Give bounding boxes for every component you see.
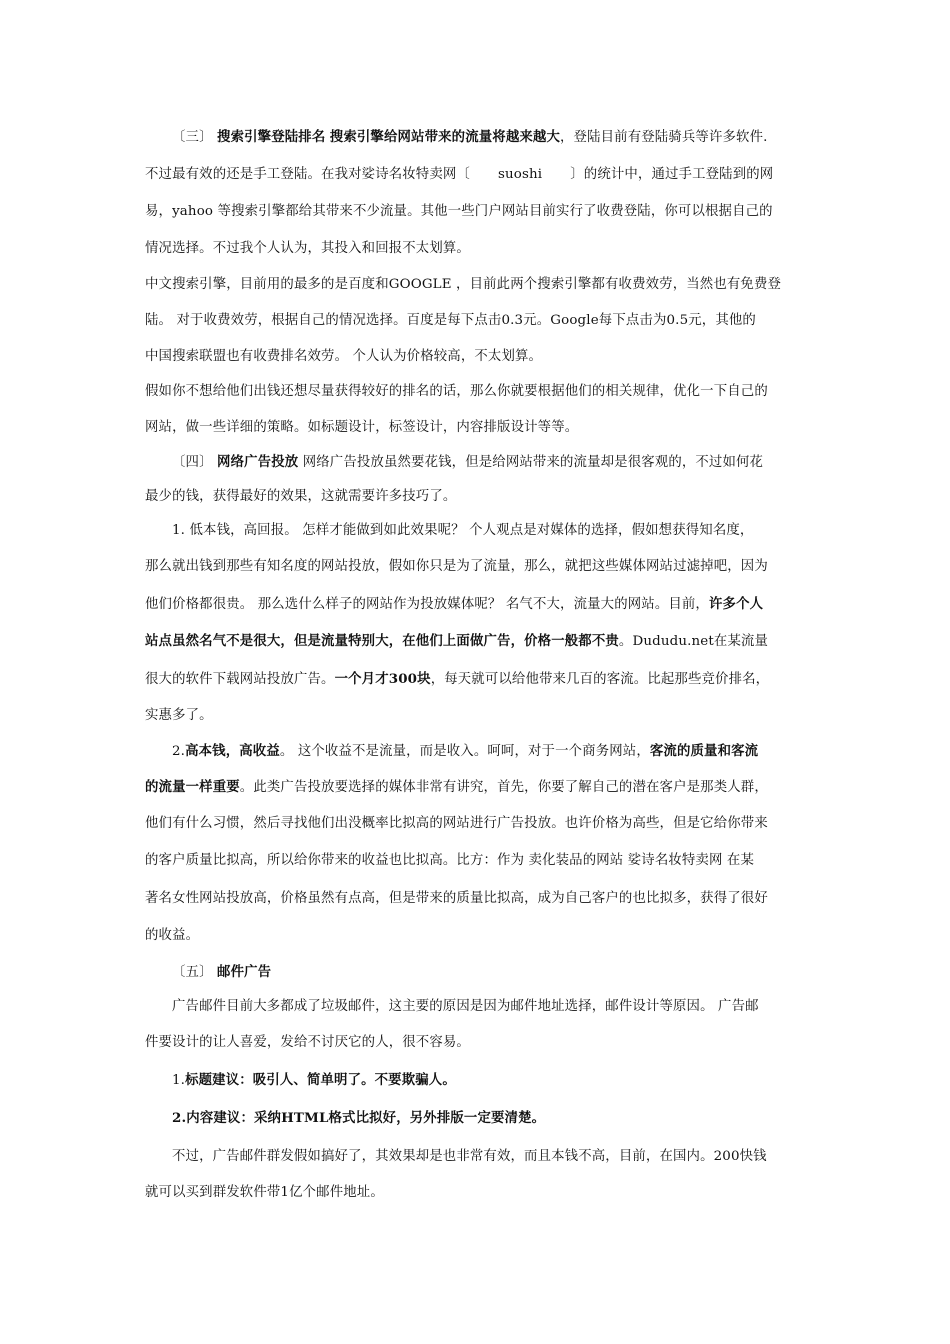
section3-lead-bold: 搜索引擎给网站带来的流量将越来越大	[329, 129, 560, 145]
section3-line-9: 网站，做一些详细的策略。如标题设计，标签设计，内容排版设计等等。	[145, 420, 579, 435]
item2-line-3: 他们有什么习惯，然后寻找他们出没概率比拟高的网站进行广告投放。也许价格为高些，但是它给你带来	[145, 816, 768, 831]
item1-line-6: 实惠多了。	[145, 708, 213, 723]
tip-1-text: 标题建议：吸引人、简单明了。不要欺骗人。	[185, 1072, 456, 1088]
section5-title: 邮件广告	[217, 964, 272, 980]
section4-heading-line	[172, 452, 763, 473]
item2-number: 2.	[172, 744, 186, 759]
section3-line-2	[145, 165, 773, 185]
section5-line-3: 不过，广告邮件群发假如搞好了，其效果却是也非常有效，而且本钱不高，目前，在国内。200快钱	[172, 1149, 767, 1164]
item2-line-2-rest: 。此类广告投放要选择的媒体非常有讲究，首先，你要了解自己的潜在客户是那类人群，	[239, 780, 768, 795]
section3-line-5: 中文搜索引擎，目前用的最多的是百度和GOOGLE ，目前此两个搜索引擎都有收费效劳，当然也有免费登	[145, 277, 782, 292]
item2-line-4: 的客户质量比拟高，所以给你带来的收益也比拟高。比方：作为 卖化装品的网站 娑诗名妆特卖网 在某	[145, 853, 755, 868]
section3-title: 搜索引擎登陆排名	[217, 129, 326, 145]
item1-line-5	[145, 669, 769, 690]
section3-line-3: 易，yahoo 等搜索引擎都给其带来不少流量。其他一些门户网站目前实行了收费登陆，你可以根据自己的	[145, 204, 773, 219]
item2-line-2-bold: 的流量一样重要	[145, 779, 240, 795]
section4-line-2: 最少的钱，获得最好的效果，这就需要许多技巧了。	[145, 489, 457, 504]
item2-title: 高本钱，高收益	[185, 743, 280, 759]
section5-line-2: 件要设计的让人喜爱，发给不讨厌它的人，很不容易。	[145, 1035, 470, 1050]
section5-tip-1	[172, 1070, 456, 1091]
section3-line-2a: 不过最有效的还是手工登陆。在我对娑诗名妆特卖网〔	[145, 167, 470, 182]
tip-2-text: 2.内容建议：采纳HTML格式比拟好，另外排版一定要清楚。	[172, 1110, 546, 1126]
item2-line-1-mid: 。 这个收益不是流量，而是收入。呵呵，对于一个商务网站，	[279, 744, 650, 759]
item1-line-2: 那么就出钱到那些有知名度的网站投放，假如你只是为了流量，那么，就把这些媒体网站过滤掉吧，因为	[145, 559, 768, 574]
section3-line-7: 中国搜索联盟也有收费排名效劳。 个人认为价格较高，不太划算。	[145, 349, 543, 364]
item1-line-4	[145, 631, 768, 652]
item2-line-1	[172, 741, 758, 762]
item1-line-5a: 很大的软件下载网站投放广告。	[145, 672, 335, 687]
section3-line-4: 情况选择。不过我个人认为，其投入和回报不太划算。	[145, 241, 470, 256]
section3-lead-rest: ，登陆目前有登陆骑兵等许多软件.	[560, 130, 768, 145]
section3-site-name: suoshi	[497, 167, 543, 182]
section5-line-1: 广告邮件目前大多都成了垃圾邮件，这主要的原因是因为邮件地址选择，邮件设计等原因。 广告邮	[172, 999, 759, 1014]
item1-line-3-bold: 许多个人	[708, 596, 764, 612]
section5-heading-line	[172, 962, 271, 983]
item1-line-3a: 他们价格都很贵。 那么选什么样子的网站作为投放媒体呢？ 名气不大，流量大的网站。目前，	[145, 597, 709, 612]
section3-line-2b: 〕的统计中，通过手工登陆到的网	[570, 167, 774, 182]
section4-title: 网络广告投放	[217, 454, 299, 470]
item1-line-3	[145, 594, 763, 615]
item2-line-2	[145, 777, 768, 798]
section3-heading-line	[172, 127, 768, 148]
section3-line-8: 假如你不想给他们出钱还想尽量获得较好的排名的话，那么你就要根据他们的相关规律，优化一下自己的	[145, 384, 768, 399]
item1-line-1: 1. 低本钱，高回报。 怎样才能做到如此效果呢？ 个人观点是对媒体的选择，假如想获得知名度，	[172, 523, 754, 538]
item1-line-5-rest: ，每天就可以给他带来几百的客流。比起那些竞价排名，	[430, 672, 770, 687]
item2-line-1-bold2: 客流的质量和客流	[649, 743, 759, 759]
item1-line-4-rest: 。Dududu.net在某流量	[618, 634, 769, 649]
section5-tip-2	[172, 1108, 545, 1129]
section3-line-6: 陆。 对于收费效劳，根据自己的情况选择。百度是每下点击0.3元。Google每下点击为0.5元，其他的	[145, 313, 756, 328]
item1-line-5-bold: 一个月才300块	[334, 671, 431, 687]
section4-line-1-rest: 网络广告投放虽然要花钱，但是给网站带来的流量却是很客观的，不过如何花	[302, 455, 764, 470]
section5-number: 〔五〕	[172, 965, 213, 980]
section3-number: 〔三〕	[172, 130, 213, 145]
tip-1-number: 1.	[172, 1073, 186, 1088]
item2-line-6: 的收益。	[145, 928, 200, 943]
item1-line-4-bold: 站点虽然名气不是很大，但是流量特别大，在他们上面做广告，价格一般都不贵	[145, 633, 619, 649]
item2-line-5: 著名女性网站投放高，价格虽然有点高，但是带来的质量比拟高，成为自己客户的也比拟多，获得了很好	[145, 891, 768, 906]
section5-line-4: 就可以买到群发软件带1亿个邮件地址。	[145, 1185, 384, 1200]
section4-number: 〔四〕	[172, 455, 213, 470]
